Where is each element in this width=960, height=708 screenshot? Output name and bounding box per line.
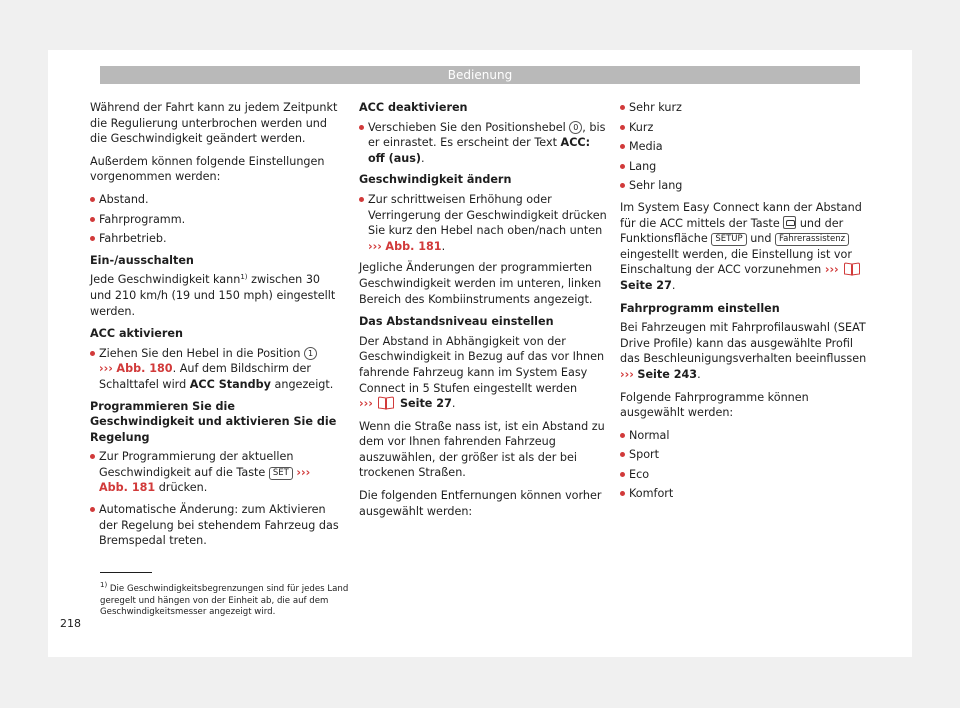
list-item: Normal: [620, 428, 870, 444]
set-key: SET: [269, 467, 293, 480]
page-link[interactable]: Seite 243: [637, 367, 698, 381]
list-item: Fahrbetrieb.: [90, 231, 340, 247]
paragraph-changes: Jegliche Änderungen der programmierten Geschwindigkeit werden im unteren, linken Bereich des Kombiinstruments angezeigt.: [359, 261, 602, 306]
car-icon: [783, 216, 796, 229]
heading-distance-level: Das Abstandsniveau einstellen: [359, 315, 554, 329]
list-item: Sport: [620, 447, 870, 463]
list-item-activate: Ziehen Sie den Hebel in die Position 1 ››› Abb. 180. Auf dem Bildschirm der Schalttafel wird ACC Standby angezeigt.: [90, 346, 340, 393]
book-reference-icon: [378, 397, 394, 408]
figure-link[interactable]: Abb. 181: [385, 239, 442, 253]
list-item-change-speed: Zur schrittweisen Erhöhung oder Verringerung der Geschwindigkeit drücken Sie kurz den Hebel nach oben/nach unten ››› Abb. 181.: [359, 192, 609, 254]
heading-change-speed: Geschwindigkeit ändern: [359, 173, 512, 187]
heading-drive-program: Fahrprogramm einstellen: [620, 301, 780, 315]
list-item: Abstand.: [90, 192, 340, 208]
figure-link[interactable]: Abb. 181: [99, 481, 156, 495]
list-item: Sehr kurz: [620, 100, 870, 116]
list-item-program: Zur Programmierung der aktuellen Geschwindigkeit auf die Taste SET ››› Abb. 181 drücken.: [90, 449, 340, 496]
footnote-divider: [100, 572, 152, 573]
footnote-text: Die Geschwindigkeitsbegrenzungen sind für jedes Land geregelt und hängen von der Einheit ab, die auf dem Geschwindigkeitsmesser angezeigt wird.: [100, 584, 349, 618]
footnote-mark: 1): [240, 273, 248, 282]
list-item: Media: [620, 139, 870, 155]
paragraph-distance-level: Der Abstand in Abhängigkeit von der Geschwindigkeit in Bezug auf das vor Ihnen fahrende Fahrzeug kann im System Easy Connect in 5 Stufen eingestellt werden ››› Seite 27.: [359, 334, 605, 411]
list-item: Lang: [620, 159, 870, 175]
list-item: Fahrprogramm.: [90, 212, 340, 228]
heading-activate: ACC aktivieren: [90, 327, 183, 341]
list-item: Komfort: [620, 486, 870, 502]
heading-deactivate: ACC deaktivieren: [359, 101, 468, 114]
setup-key: SETUP: [711, 233, 746, 246]
reference-arrow: ›››: [620, 367, 634, 381]
section-title: Bedienung: [447, 68, 513, 82]
list-item-auto: Automatische Änderung: zum Aktivieren der Regelung bei stehendem Fahrzeug das Bremspedal treten.: [90, 502, 340, 549]
driver-assist-key: Fahrerassistenz: [775, 233, 849, 246]
position-badge: 0: [569, 121, 582, 134]
manual-page: [48, 50, 912, 657]
list-item-deactivate: Verschieben Sie den Positionshebel 0 , bis er einrastet. Es erscheint der Text ACC: off (aus).: [359, 120, 609, 167]
paragraph-settings: Außerdem können folgende Einstellungen vorgenommen werden:: [90, 154, 325, 184]
list-item: Sehr lang: [620, 178, 870, 194]
page-link[interactable]: Seite 27: [399, 397, 452, 411]
reference-arrow: ›››: [368, 239, 382, 253]
paragraph-easy-connect: Im System Easy Connect kann der Abstand für die ACC mittels der Taste und der Funktionsfläche SETUP und Fahrerassistenz eingestellt werden, die Einstellung ist vor Einschaltung der ACC vorzunehmen ››› Seite 27.: [620, 200, 862, 292]
footnote: [100, 581, 350, 619]
paragraph-intro: Während der Fahrt kann zu jedem Zeitpunkt die Regulierung unterbrochen werden und die Geschwindigkeit geändert werden.: [90, 101, 338, 146]
list-item: Eco: [620, 467, 870, 483]
position-badge: 1: [304, 347, 317, 360]
figure-link[interactable]: Abb. 180: [116, 362, 173, 376]
column-left: [90, 100, 340, 555]
reference-arrow: ›››: [359, 397, 373, 411]
reference-arrow: ›››: [824, 263, 839, 277]
paragraph-drive-program: Bei Fahrzeugen mit Fahrprofilauswahl (SEAT Drive Profile) kann das ausgewählte Profil das Beschleunigungsverhalten beeinflussen ››› Seite 243.: [620, 321, 867, 381]
paragraph-wet-road: Wenn die Straße nass ist, ist ein Abstand zu dem vor Ihnen fahrenden Fahrzeug auszuwählen, der größer ist als der bei trockenen Straßen.: [359, 419, 605, 480]
list-item: Kurz: [620, 120, 870, 136]
book-reference-icon: [844, 263, 860, 274]
column-right: [620, 100, 870, 506]
page-number: 218: [60, 617, 81, 630]
reference-arrow: ›››: [99, 362, 113, 376]
column-middle: [359, 100, 609, 526]
paragraph-selectable: Die folgenden Entfernungen können vorher ausgewählt werden:: [359, 489, 602, 518]
heading-on-off: Ein-/ausschalten: [90, 253, 194, 267]
heading-program: Programmieren Sie die Geschwindigkeit und aktivieren Sie die Regelung: [90, 399, 337, 444]
reference-arrow: ›››: [296, 465, 311, 479]
paragraph-programs: Folgende Fahrprogramme können ausgewählt werden:: [620, 390, 809, 420]
page-link[interactable]: Seite 27: [620, 278, 672, 292]
paragraph-on-off: Jede Geschwindigkeit kann$^{1)}$ zwischen 30 und 210 km/h (19 und 150 mph) eingestellt werden.: [90, 273, 336, 318]
section-header-bar: [100, 66, 860, 84]
footnote-mark: 1): [100, 581, 108, 589]
